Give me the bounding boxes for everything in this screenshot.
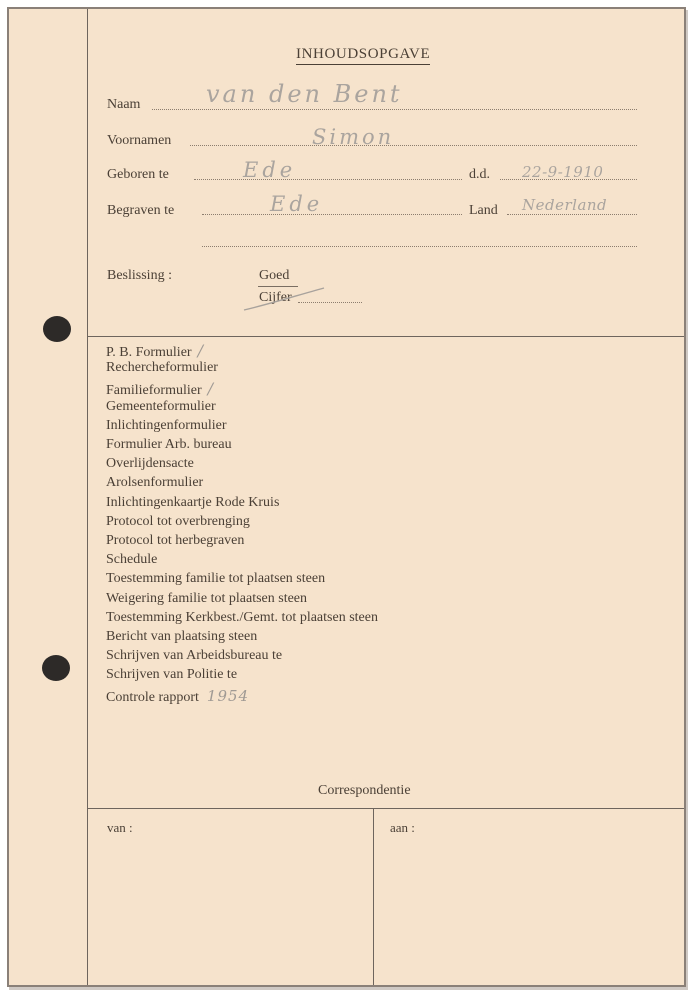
checklist-item-mark[interactable]: / xyxy=(207,379,214,399)
checklist-item xyxy=(106,552,157,568)
goed-label: Goed xyxy=(259,268,290,283)
land-label: Land xyxy=(469,203,498,218)
blank-line xyxy=(202,246,637,247)
naam-value[interactable]: van den Bent xyxy=(206,80,403,108)
begraven-te-line xyxy=(202,214,462,215)
checklist-item-label: Inlichtingenformulier xyxy=(106,417,227,433)
dd-label: d.d. xyxy=(469,167,490,182)
checklist-item-label: P. B. Formulier xyxy=(106,345,192,360)
checklist-item-label: Protocol tot overbrenging xyxy=(106,513,250,529)
punch-hole-bottom xyxy=(42,655,70,681)
land-value[interactable]: Nederland xyxy=(522,196,608,214)
checklist-item xyxy=(106,341,203,361)
checklist-item xyxy=(106,514,250,530)
checklist-item xyxy=(106,360,218,376)
beslissing-label: Beslissing : xyxy=(107,268,172,283)
checklist-item-label: Toestemming familie tot plaatsen steen xyxy=(106,571,326,587)
checklist-item-label: Protocol tot herbegraven xyxy=(106,533,245,548)
form-title: INHOUDSOPGAVE xyxy=(296,46,430,65)
checklist-item-label: Toestemming Kerkbest./Gemt. tot plaatsen steen xyxy=(106,609,378,625)
aan-label: aan : xyxy=(390,820,415,835)
geboren-te-value[interactable]: Ede xyxy=(243,158,297,182)
correspondence-split xyxy=(373,808,374,985)
checklist-item xyxy=(106,456,194,472)
checklist-item-label: Inlichtingenkaartje Rode Kruis xyxy=(106,494,280,510)
checklist-item-label: Schedule xyxy=(106,552,158,568)
checklist-item xyxy=(106,437,232,453)
checklist-item-label: Bericht van plaatsing steen xyxy=(106,629,258,644)
dd-value[interactable]: 22-9-1910 xyxy=(522,163,604,181)
checklist-item xyxy=(106,475,203,491)
correspondence-divider xyxy=(87,808,684,809)
header-divider xyxy=(87,336,684,337)
checklist-item-label: Schrijven van Politie te xyxy=(106,667,238,683)
checklist-item xyxy=(106,610,378,626)
checklist-item-label: Schrijven van Arbeidsbureau te xyxy=(106,648,283,664)
naam-label: Naam xyxy=(107,97,141,112)
margin-line xyxy=(87,9,88,985)
cijfer-pen-stroke xyxy=(240,284,330,314)
checklist-item-label: Rechercheformulier xyxy=(106,360,218,376)
checklist-item xyxy=(106,648,282,664)
voornamen-label: Voornamen xyxy=(107,133,172,148)
checklist-item-label: Controle rapport xyxy=(106,689,199,705)
begraven-te-value[interactable]: Ede xyxy=(270,192,324,216)
van-label: van : xyxy=(107,820,133,835)
begraven-te-label: Begraven te xyxy=(107,203,175,218)
voornamen-line xyxy=(190,145,637,146)
cijfer-label: Cijfer xyxy=(259,290,292,305)
checklist-item xyxy=(106,571,325,587)
checklist-item xyxy=(106,495,279,511)
checklist-item-label: Gemeenteformulier xyxy=(106,398,216,414)
checklist-item-label: Overlijdensacte xyxy=(106,456,194,472)
checklist-item-label: Arolsenformulier xyxy=(106,475,204,491)
checklist-item-mark[interactable]: 1954 xyxy=(206,686,250,705)
checklist-item xyxy=(106,591,307,607)
checklist-item-mark[interactable]: / xyxy=(197,341,203,360)
voornamen-value[interactable]: Simon xyxy=(312,125,395,149)
checklist-item-label: Familieformulier xyxy=(106,383,202,399)
checklist-item xyxy=(106,399,216,415)
checklist-item xyxy=(106,629,257,645)
naam-line xyxy=(152,109,637,110)
checklist-item xyxy=(106,379,213,399)
correspondentie-title: Correspondentie xyxy=(318,783,411,798)
land-line xyxy=(507,214,637,215)
checklist-item-label: Formulier Arb. bureau xyxy=(106,437,232,452)
checklist-item xyxy=(106,418,227,434)
checklist-item xyxy=(106,533,244,549)
punch-hole-top xyxy=(43,316,71,342)
geboren-te-line xyxy=(194,179,462,180)
geboren-te-label: Geboren te xyxy=(107,167,169,182)
checklist-item-label: Weigering familie tot plaatsen steen xyxy=(106,590,308,606)
checklist-item xyxy=(106,667,237,683)
checklist-item xyxy=(106,687,249,706)
